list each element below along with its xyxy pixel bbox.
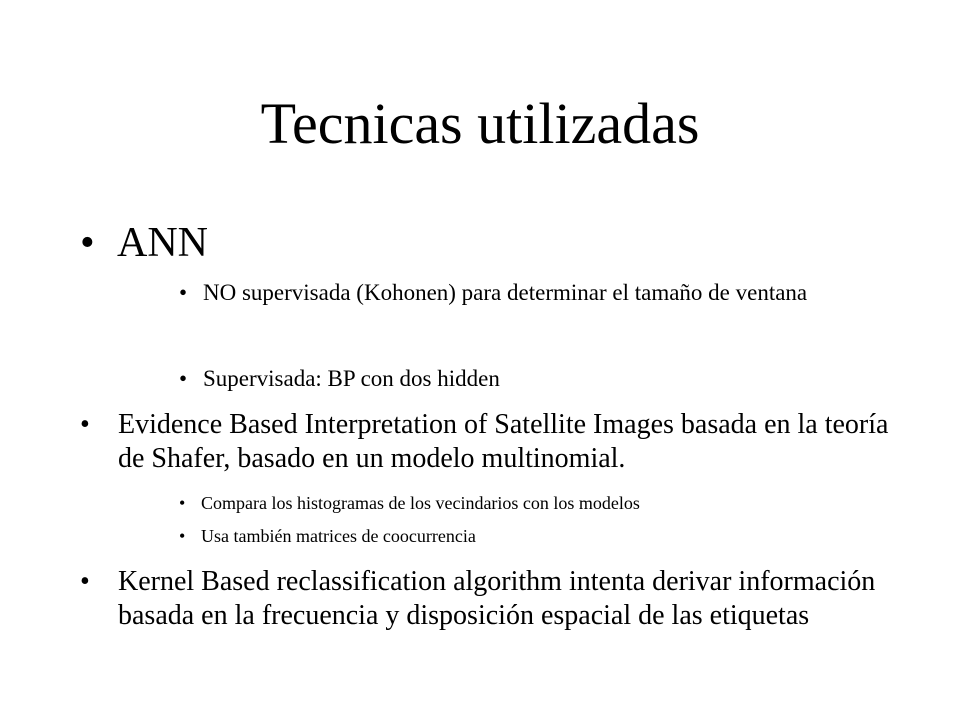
bullet-ann — [80, 220, 208, 266]
bullet-dot-icon: • — [179, 493, 186, 513]
bullet-dot-icon: • — [80, 566, 90, 597]
sub-bullet-text: NO supervisada (Kohonen) para determinar el tamaño de ventana — [203, 280, 808, 305]
bullet-kernel-based — [80, 565, 895, 633]
sub-bullet-histogramas — [179, 492, 819, 514]
bullet-text: ANN — [117, 220, 208, 266]
bullet-dot-icon: • — [179, 280, 188, 305]
bullet-dot-icon: • — [179, 366, 188, 391]
sub-bullet-text: Compara los histogramas de los vecindarios con los modelos — [201, 493, 640, 513]
sub-bullet-kohonen — [179, 278, 819, 307]
bullet-dot-icon: • — [179, 526, 186, 546]
sub-bullet-coocurrencia — [179, 525, 819, 547]
sub-bullet-text: Usa también matrices de coocurrencia — [201, 526, 476, 546]
bullet-text: Evidence Based Interpretation of Satellite Images basada en la teoría de Shafer, basado en un modelo multinomial. — [118, 409, 889, 474]
bullet-text: Kernel Based reclassification algorithm intenta derivar información basada en la frecuencia y disposición espacial de las etiquetas — [118, 566, 876, 631]
slide-title: Tecnicas utilizadas — [260, 91, 700, 156]
bullet-dot-icon: • — [80, 220, 95, 266]
sub-bullet-supervisada — [179, 364, 819, 393]
bullet-dot-icon: • — [80, 409, 90, 440]
sub-bullet-text: Supervisada: BP con dos hidden — [203, 366, 500, 391]
bullet-evidence-based — [80, 408, 895, 476]
